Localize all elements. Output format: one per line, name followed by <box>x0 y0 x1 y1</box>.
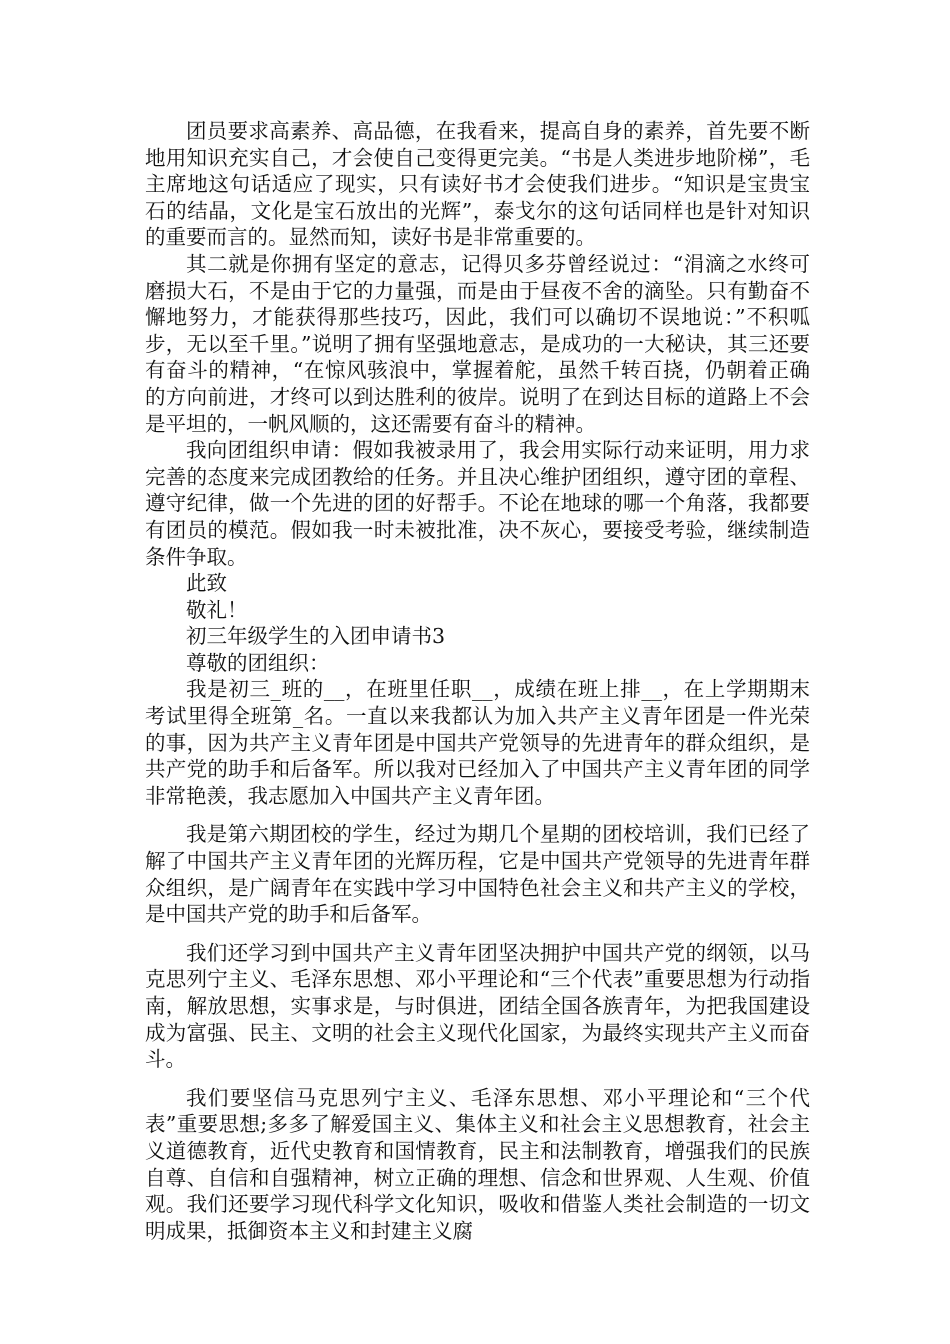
paragraph-league-school: 我是第六期团校的学生，经过为期几个星期的团校培训，我们已经了解了中国共产主义青年团的光辉历程，它是中国共产党领导的先进青年群众组织，是广阔青年在实践中学习中国特色社会主义和共产主义的学校，是中国共产党的助手和后备军。 <box>145 822 810 927</box>
paragraph-league-program: 我们还学习到中国共产主义青年团坚决拥护中国共产党的纲领，以马克思列宁主义、毛泽东思想、邓小平理论和“三个代表”重要思想为行动指南，解放思想，实事求是，与时俱进，团结全国各族青年，为把我国建设成为富强、民主、文明的社会主义现代化国家，为最终实现共产主义而奋斗。 <box>145 940 810 1072</box>
closing-salutation: 此致 <box>186 571 227 596</box>
document-body <box>145 118 810 1244</box>
paragraph-application-pledge: 我向团组织申请：假如我被录用了，我会用实际行动来证明，用力求完善的态度来完成团教给的任务。并且决心维护团组织，遵守团的章程、遵守纪律，做一个先进的团的好帮手。不论在地球的哪一个角落，我都要有团员的模范。假如我一时未被批准，决不灰心，要接受考验，继续制造条件争取。 <box>145 438 810 569</box>
paragraph-self-improvement: 团员要求高素养、高品德，在我看来，提高自身的素养，首先要不断地用知识充实自己，才会使自己变得更完美。“书是人类进步地阶梯”，毛主席地这句话适应了现实，只有读好书才会使我们进步。“知识是宝贵宝石的结晶，文化是宝石放出的光辉”，泰戈尔的这句话同样也是针对知识的重要而言的。显然而知，读好书是非常重要的。 <box>145 119 810 250</box>
paragraph-willpower: 其二就是你拥有坚定的意志，记得贝多芬曾经说过：“涓滴之水终可磨损大石，不是由于它的力量强，而是由于昼夜不舍的滴坠。只有勤奋不懈地努力，才能获得那些技巧，因此，我们可以确切不误地说：”不积呱步，无以至千里。”说明了拥有坚强地意志，是成功的一大秘诀，其三还要有奋斗的精神，“在惊风骇浪中，掌握着舵，虽然千转百挠，仍朝着正确的方向前进，才终可以到达胜利的彼岸。说明了在到达目标的道路上不会是平坦的，一帆风顺的，这还需要有奋斗的精神。 <box>145 251 810 436</box>
closing-regards: 敬礼！ <box>186 597 248 622</box>
section-title: 初三年级学生的入团申请书3 <box>186 624 446 649</box>
paragraph-beliefs: 我们要坚信马克思列宁主义、毛泽东思想、邓小平理论和“三个代表”重要思想;多多了解爱国主义、集体主义和社会主义思想教育，社会主义道德教育，近代史教育和国情教育，民主和法制教育，增强我们的民族自尊、自信和自强精神，树立正确的理想、信念和世界观、人生观、价值观。我们还要学习现代科学文化知识，吸收和借鉴人类社会制造的一切文明成果，抵御资本主义和封建主义腐 <box>145 1085 810 1243</box>
greeting: 尊敬的团组织： <box>186 650 330 675</box>
paragraph-introduction: 我是初三_班的__，在班里任职__，成绩在班上排__，在上学期期末考试里得全班第_名。一直以来我都认为加入共产主义青年团是一件光荣的事，因为共产主义青年团是中国共产党领导的先进青年的群众组织，是共产党的助手和后备军。所以我对已经加入了中国共产主义青年团的同学非常艳羡，我志愿加入中国共产主义青年团。 <box>145 677 810 808</box>
